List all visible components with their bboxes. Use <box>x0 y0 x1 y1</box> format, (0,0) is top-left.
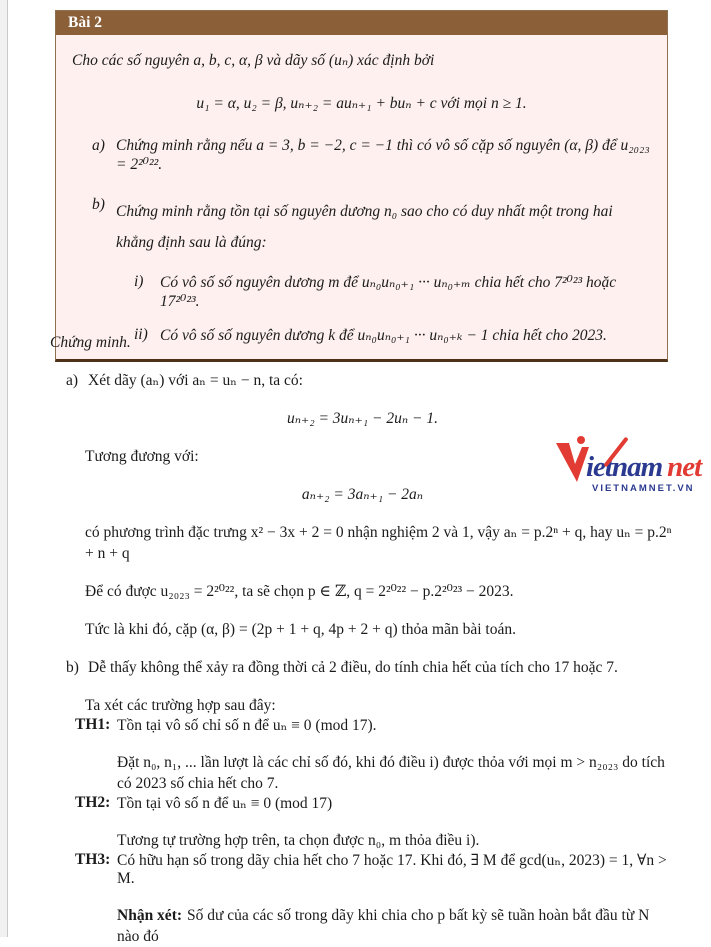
problem-item-b-label: b) <box>92 196 105 213</box>
proof-formula-1: uₙ₊₂ = 3uₙ₊₁ − 2uₙ − 1. <box>287 410 438 427</box>
remark <box>50 905 675 947</box>
problem-recurrence-formula: u₁ = α, u₂ = β, uₙ₊₂ = auₙ₊₁ + buₙ + c với mọi n ≥ 1. <box>196 95 527 112</box>
logo-subtext: VIETNAMNET.VN <box>592 483 695 494</box>
proof-step-b-text: Dễ thấy không thể xảy ra đồng thời cả 2 điều, do tính chia hết của tích cho 17 hoặc 7. <box>88 659 618 676</box>
problem-item-b-text: Chứng minh rằng tồn tại số nguyên dương n₀ sao cho có duy nhất một trong hai khẳng định sau là đúng: <box>116 203 613 251</box>
remark-text: Số dư của các số trong dãy khi chia cho p bất kỳ sẽ tuần hoàn bắt đầu từ N nào đó <box>117 907 650 945</box>
problem-title: Bài 2 <box>68 14 103 31</box>
proof-equivalent-text: Tương đương với: <box>85 448 199 465</box>
page-left-edge <box>0 0 8 937</box>
problem-box <box>55 10 668 362</box>
problem-item-b <box>72 196 651 258</box>
case-th1 <box>50 716 675 735</box>
case-th1-detail: Đặt n₀, n₁, ... lần lượt là các chỉ số đó, khi đó điều i) được thỏa với mọi m > n₂₀₂₃ do tích có 2023 số chia hết cho 7. <box>117 754 665 792</box>
case-th2-label: TH2: <box>75 794 111 811</box>
proof-pair-conclusion: Tức là khi đó, cặp (α, β) = (2p + 1 + q, 4p + 2 + q) thỏa mãn bài toán. <box>85 621 516 638</box>
proof-step-b-label: b) <box>66 659 79 676</box>
logo-text-net: net <box>667 451 702 483</box>
problem-intro: Cho các số nguyên a, b, c, α, β và dãy số (uₙ) xác định bởi <box>72 52 435 69</box>
problem-sub-item-i <box>72 273 651 311</box>
proof-formula-2: aₙ₊₂ = 3aₙ₊₁ − 2aₙ <box>301 486 424 503</box>
proof-cases-intro: Ta xét các trường hợp sau đây: <box>85 697 276 714</box>
proof-characteristic-equation: có phương trình đặc trưng x² − 3x + 2 = 0 nhận nghiệm 2 và 1, vậy aₙ = p.2ⁿ + q, hay uₙ = p.2ⁿ + n + q <box>85 524 672 562</box>
problem-item-a <box>72 137 651 174</box>
case-th3-label: TH3: <box>75 851 111 868</box>
proof-step-a-label: a) <box>66 372 79 389</box>
logo-v-icon <box>556 436 590 482</box>
problem-item-a-label: a) <box>92 137 105 154</box>
proof-step-b <box>50 657 675 678</box>
case-th1-label: TH1: <box>75 716 111 733</box>
proof-step-a <box>50 370 675 391</box>
remark-label: Nhận xét: <box>117 907 183 924</box>
case-th2 <box>50 794 675 813</box>
problem-box-body <box>56 35 667 359</box>
problem-sub-item-i-label: i) <box>134 273 144 290</box>
case-th1-text: Tồn tại vô số chỉ số n để uₙ ≡ 0 (mod 17). <box>117 717 377 734</box>
vietnamnet-logo-wordmark <box>556 440 710 482</box>
case-th3 <box>50 851 675 888</box>
vietnamnet-logo <box>556 440 710 502</box>
proof-step-a-text: Xét dãy (aₙ) với aₙ = uₙ − n, ta có: <box>88 372 303 389</box>
logo-text-vietnam: ietnam <box>586 451 663 483</box>
proof-section <box>50 315 675 947</box>
case-th2-detail: Tương tự trường hợp trên, ta chọn được n₀, m thỏa điều i). <box>117 832 480 849</box>
problem-sub-item-ii-label: ii) <box>134 326 148 343</box>
problem-sub-item-i-text: Có vô số số nguyên dương m để uₙ₀uₙ₀₊₁ ··· uₙ₀₊ₘ chia hết cho 7²⁰²³ hoặc 17²⁰²³. <box>160 274 617 310</box>
problem-box-header <box>56 11 667 35</box>
problem-item-a-text: Chứng minh rằng nếu a = 3, b = −2, c = −1 thì có vô số cặp số nguyên (α, β) để u₂₀₂₃ = 2²⁰²². <box>116 137 650 173</box>
proof-title: Chứng minh. <box>50 334 131 351</box>
case-th2-text: Tồn tại vô số n để uₙ ≡ 0 (mod 17) <box>117 795 333 812</box>
case-th3-text: Có hữu hạn số trong dãy chia hết cho 7 hoặc 17. Khi đó, ∃ M để gcd(uₙ, 2023) = 1, ∀n > M. <box>117 852 667 887</box>
proof-choose-pq: Để có được u₂₀₂₃ = 2²⁰²², ta sẽ chọn p ∈ ℤ, q = 2²⁰²² − p.2²⁰²³ − 2023. <box>85 583 514 600</box>
problem-sub-item-ii-text: Có vô số số nguyên dương k để uₙ₀uₙ₀₊₁ ··· uₙ₀₊ₖ − 1 chia hết cho 2023. <box>160 327 607 344</box>
